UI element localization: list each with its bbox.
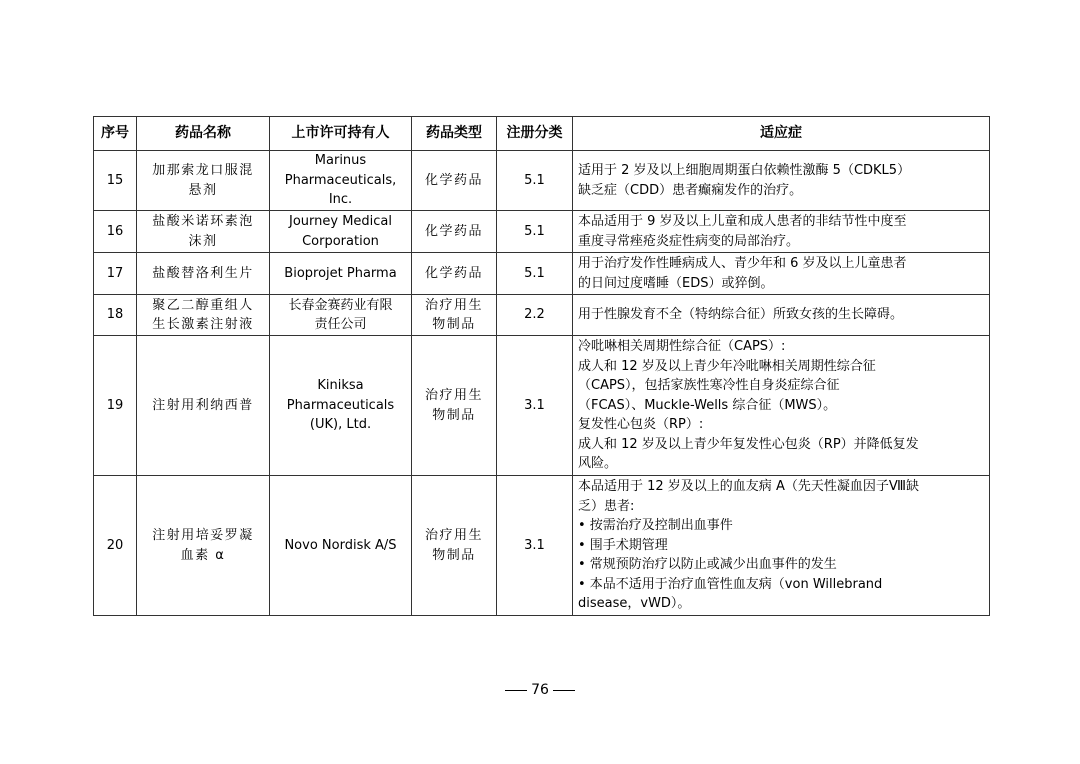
cell-registration-category: 5.1 xyxy=(497,211,573,253)
cell-drug-name xyxy=(137,151,270,211)
cell-line: 物制品 xyxy=(432,547,476,563)
cell-line: Pharmaceuticals xyxy=(286,397,395,413)
cell-line: 长春金赛药业有限 xyxy=(288,297,393,313)
header-drug-name: 药品名称 xyxy=(137,117,270,151)
cell-line: 风险。 xyxy=(578,456,618,472)
cell-drug-name xyxy=(137,476,270,616)
cell-indication xyxy=(573,151,990,211)
table-row xyxy=(94,151,990,211)
table-row xyxy=(94,211,990,253)
page-number-value: 76 xyxy=(531,682,549,698)
cell-line: 本品适用于 12 岁及以上的血友病 A（先天性凝血因子Ⅷ缺 xyxy=(578,479,919,495)
cell-line: 化学药品 xyxy=(424,265,483,281)
cell-line: 冷吡啉相关周期性综合征（CAPS）: xyxy=(578,339,786,355)
cell-line: 加那索龙口服混 xyxy=(152,163,254,178)
cell-line: 的日间过度嗜睡（EDS）或猝倒。 xyxy=(578,275,774,291)
cell-line: 复发性心包炎（RP）: xyxy=(578,417,704,433)
cell-indication xyxy=(573,253,990,295)
cell-holder xyxy=(270,295,412,336)
drug-approval-table xyxy=(93,116,990,616)
cell-drug-name xyxy=(137,295,270,336)
cell-line: 用于治疗发作性睡病成人、青少年和 6 岁及以上儿童患者 xyxy=(578,256,907,271)
cell-line: 物制品 xyxy=(432,407,476,423)
cell-line: Inc. xyxy=(328,192,353,208)
cell-line: 盐酸替洛利生片 xyxy=(152,265,254,281)
cell-line: • 围手术期管理 xyxy=(578,537,668,553)
cell-no: 18 xyxy=(94,295,137,336)
cell-line: 化学药品 xyxy=(424,172,483,188)
page-number-dash-right xyxy=(553,690,575,691)
header-indication: 适应症 xyxy=(573,117,990,151)
cell-line: • 常规预防治疗以防止或减少出血事件的发生 xyxy=(578,557,837,573)
cell-line: 化学药品 xyxy=(424,223,483,239)
cell-line: Journey Medical xyxy=(288,214,392,229)
cell-drug-name xyxy=(137,336,270,476)
cell-drug-name xyxy=(137,211,270,253)
table-header-row xyxy=(94,117,990,151)
cell-drug-type xyxy=(412,211,497,253)
cell-line: 本品适用于 9 岁及以上儿童和成人患者的非结节性中度至 xyxy=(578,214,907,229)
cell-line: 成人和 12 岁及以上青少年复发性心包炎（RP）并降低复发 xyxy=(578,436,919,452)
cell-registration-category: 5.1 xyxy=(497,253,573,295)
page-number-dash-left xyxy=(505,690,527,691)
cell-line: Marinus xyxy=(314,153,367,169)
cell-indication xyxy=(573,295,990,336)
cell-line: 成人和 12 岁及以上青少年冷吡啉相关周期性综合征 xyxy=(578,358,876,374)
cell-drug-type xyxy=(412,151,497,211)
cell-drug-type xyxy=(412,336,497,476)
cell-indication xyxy=(573,476,990,616)
header-drug-type: 药品类型 xyxy=(412,117,497,151)
cell-registration-category: 5.1 xyxy=(497,151,573,211)
cell-line: • 按需治疗及控制出血事件 xyxy=(578,518,733,534)
table-row xyxy=(94,295,990,336)
cell-line: • 本品不适用于治疗血管性血友病（von Willebrand xyxy=(578,576,883,592)
cell-line: 治疗用生 xyxy=(424,528,483,543)
cell-line: Novo Nordisk A/S xyxy=(284,537,397,553)
page-number xyxy=(0,682,1080,698)
cell-line: 血素 α xyxy=(180,547,226,563)
cell-no: 16 xyxy=(94,211,137,253)
cell-registration-category: 3.1 xyxy=(497,476,573,616)
cell-line: 生长激素注射液 xyxy=(152,317,254,332)
cell-line: 物制品 xyxy=(432,317,476,332)
cell-line: 乏）患者: xyxy=(578,498,635,514)
cell-drug-name xyxy=(137,253,270,295)
header-holder: 上市许可持有人 xyxy=(270,117,412,151)
cell-line: 适用于 2 岁及以上细胞周期蛋白依赖性激酶 5（CDKL5） xyxy=(578,163,911,178)
cell-drug-type xyxy=(412,476,497,616)
table-row xyxy=(94,336,990,476)
header-no: 序号 xyxy=(94,117,137,151)
cell-line: 治疗用生 xyxy=(424,388,483,403)
cell-line: 缺乏症（CDD）患者癫痫发作的治疗。 xyxy=(578,182,803,198)
cell-line: disease，vWD）。 xyxy=(578,596,691,612)
cell-line: 沫剂 xyxy=(188,233,218,249)
cell-indication xyxy=(573,336,990,476)
cell-line: 盐酸米诺环素泡 xyxy=(152,214,254,229)
cell-indication xyxy=(573,211,990,253)
cell-no: 17 xyxy=(94,253,137,295)
table-row xyxy=(94,253,990,295)
cell-line: 重度寻常痤疮炎症性病变的局部治疗。 xyxy=(578,233,800,249)
cell-drug-type xyxy=(412,295,497,336)
cell-line: （FCAS）、Muckle-Wells 综合征（MWS）。 xyxy=(578,397,837,413)
table-row xyxy=(94,476,990,616)
cell-no: 15 xyxy=(94,151,137,211)
cell-holder xyxy=(270,336,412,476)
cell-holder xyxy=(270,476,412,616)
header-registration-category: 注册分类 xyxy=(497,117,573,151)
cell-line: （CAPS），包括家族性寒冷性自身炎症综合征 xyxy=(578,378,840,394)
cell-line: Bioprojet Pharma xyxy=(284,265,397,281)
table-body xyxy=(94,151,990,616)
cell-line: Pharmaceuticals, xyxy=(284,172,397,188)
cell-line: (UK), Ltd. xyxy=(309,417,372,433)
cell-holder xyxy=(270,211,412,253)
cell-line: Corporation xyxy=(302,233,379,249)
cell-line: 注射用培妥罗凝 xyxy=(152,528,254,543)
cell-holder xyxy=(270,253,412,295)
cell-no: 20 xyxy=(94,476,137,616)
cell-line: 用于性腺发育不全（特纳综合征）所致女孩的生长障碍。 xyxy=(578,307,904,323)
cell-line: 责任公司 xyxy=(314,317,367,332)
cell-holder xyxy=(270,151,412,211)
cell-registration-category: 3.1 xyxy=(497,336,573,476)
cell-line: 治疗用生 xyxy=(424,297,483,313)
cell-line: 悬剂 xyxy=(188,182,218,198)
cell-line: 注射用利纳西普 xyxy=(152,397,254,413)
cell-drug-type xyxy=(412,253,497,295)
cell-line: 聚乙二醇重组人 xyxy=(152,297,254,313)
cell-registration-category: 2.2 xyxy=(497,295,573,336)
cell-no: 19 xyxy=(94,336,137,476)
cell-line: Kiniksa xyxy=(317,378,364,394)
